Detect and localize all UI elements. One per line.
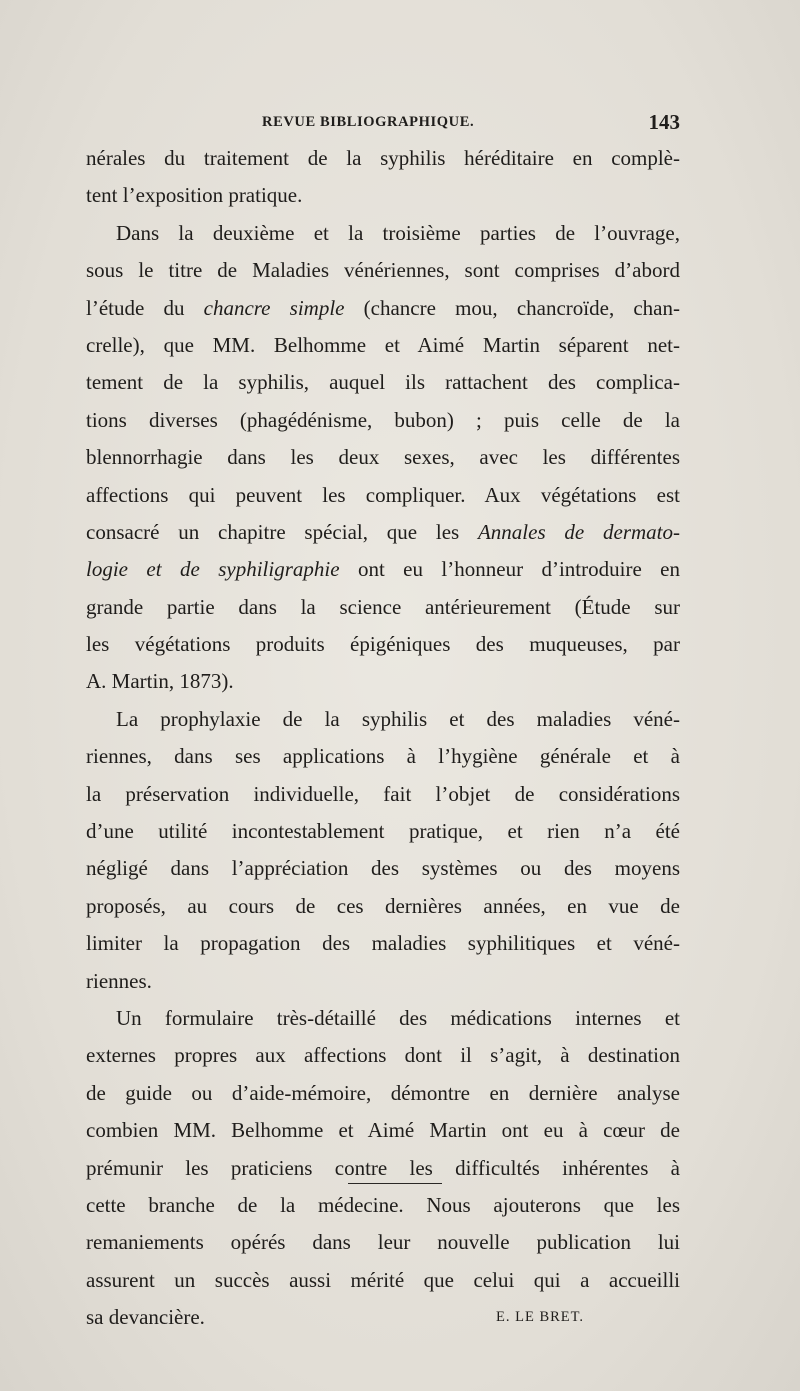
text-line: assurent un succès aussi mérité que celui qui a accueilli xyxy=(86,1267,680,1292)
text-line: Un formulaire très-détaillé des médications internes et xyxy=(116,1005,680,1030)
text-line: A. Martin, 1873). xyxy=(86,669,234,694)
text-line: Dans la deuxième et la troisième parties de l’ouvrage, xyxy=(116,220,680,245)
text-line: externes propres aux affections dont il s’agit, à destination xyxy=(86,1043,680,1068)
text-line: grande partie dans la science antérieurement (Étude sur xyxy=(86,594,680,619)
closing-rule xyxy=(348,1183,442,1184)
text-line: limiter la propagation des maladies syphilitiques et véné- xyxy=(86,931,680,956)
text-line: tement de la syphilis, auquel ils rattachent des complica- xyxy=(86,370,680,395)
text-line: de guide ou d’aide-mémoire, démontre en dernière analyse xyxy=(86,1080,680,1105)
text-line: riennes, dans ses applications à l’hygiène générale et à xyxy=(86,744,680,769)
page-header xyxy=(86,110,680,138)
text-line: tions diverses (phagédénisme, bubon) ; puis celle de la xyxy=(86,407,680,432)
italic-title: Annales de dermato- xyxy=(477,519,680,544)
text-line: proposés, au cours de ces dernières années, en vue de xyxy=(86,893,680,918)
review-text xyxy=(86,140,680,1337)
running-title: REVUE BIBLIOGRAPHIQUE. xyxy=(262,114,475,130)
text-line xyxy=(86,551,680,588)
text-fragment: l’étude du xyxy=(86,295,204,320)
text-line: la préservation individuelle, fait l’objet de considérations xyxy=(86,781,680,806)
italic-title: chancre simple xyxy=(203,295,345,320)
italic-title: logie et de syphiligraphie xyxy=(86,557,340,582)
text-line xyxy=(86,1299,680,1336)
text-line: nérales du traitement de la syphilis héréditaire en complè- xyxy=(86,146,680,170)
text-line: La prophylaxie de la syphilis et des maladies véné- xyxy=(116,706,680,731)
text-line xyxy=(86,514,680,551)
text-line: les végétations produits épigéniques des muqueuses, par xyxy=(86,632,680,657)
text-line: cette branche de la médecine. Nous ajouterons que les xyxy=(86,1192,680,1217)
text-line: combien MM. Belhomme et Aimé Martin ont eu à cœur de xyxy=(86,1118,680,1143)
author-signature: E. LE BRET. xyxy=(496,1309,585,1326)
text-fragment: consacré un chapitre spécial, que les xyxy=(86,519,478,544)
text-line: sous le titre de Maladies vénériennes, sont comprises d’abord xyxy=(86,258,680,283)
text-line: blennorrhagie dans les deux sexes, avec les différentes xyxy=(86,445,680,470)
text-fragment: ont eu l’honneur d’introduire en xyxy=(339,557,681,582)
text-fragment: sa devancière. xyxy=(86,1305,205,1330)
text-line: négligé dans l’appréciation des systèmes ou des moyens xyxy=(86,856,680,881)
page-number: 143 xyxy=(648,110,680,134)
text-line: tent l’exposition pratique. xyxy=(86,183,303,208)
text-line: riennes. xyxy=(86,968,152,993)
text-line: prémunir les praticiens contre les difficultés inhérentes à xyxy=(86,1155,680,1180)
text-fragment: (chancre mou, chancroïde, chan- xyxy=(344,295,681,320)
text-line xyxy=(86,290,680,327)
text-line: d’une utilité incontestablement pratique, et rien n’a été xyxy=(86,819,680,844)
text-line: crelle), que MM. Belhomme et Aimé Martin séparent net- xyxy=(86,332,680,357)
text-line: affections qui peuvent les compliquer. Aux végétations est xyxy=(86,482,680,507)
text-line: remaniements opérés dans leur nouvelle publication lui xyxy=(86,1230,680,1255)
